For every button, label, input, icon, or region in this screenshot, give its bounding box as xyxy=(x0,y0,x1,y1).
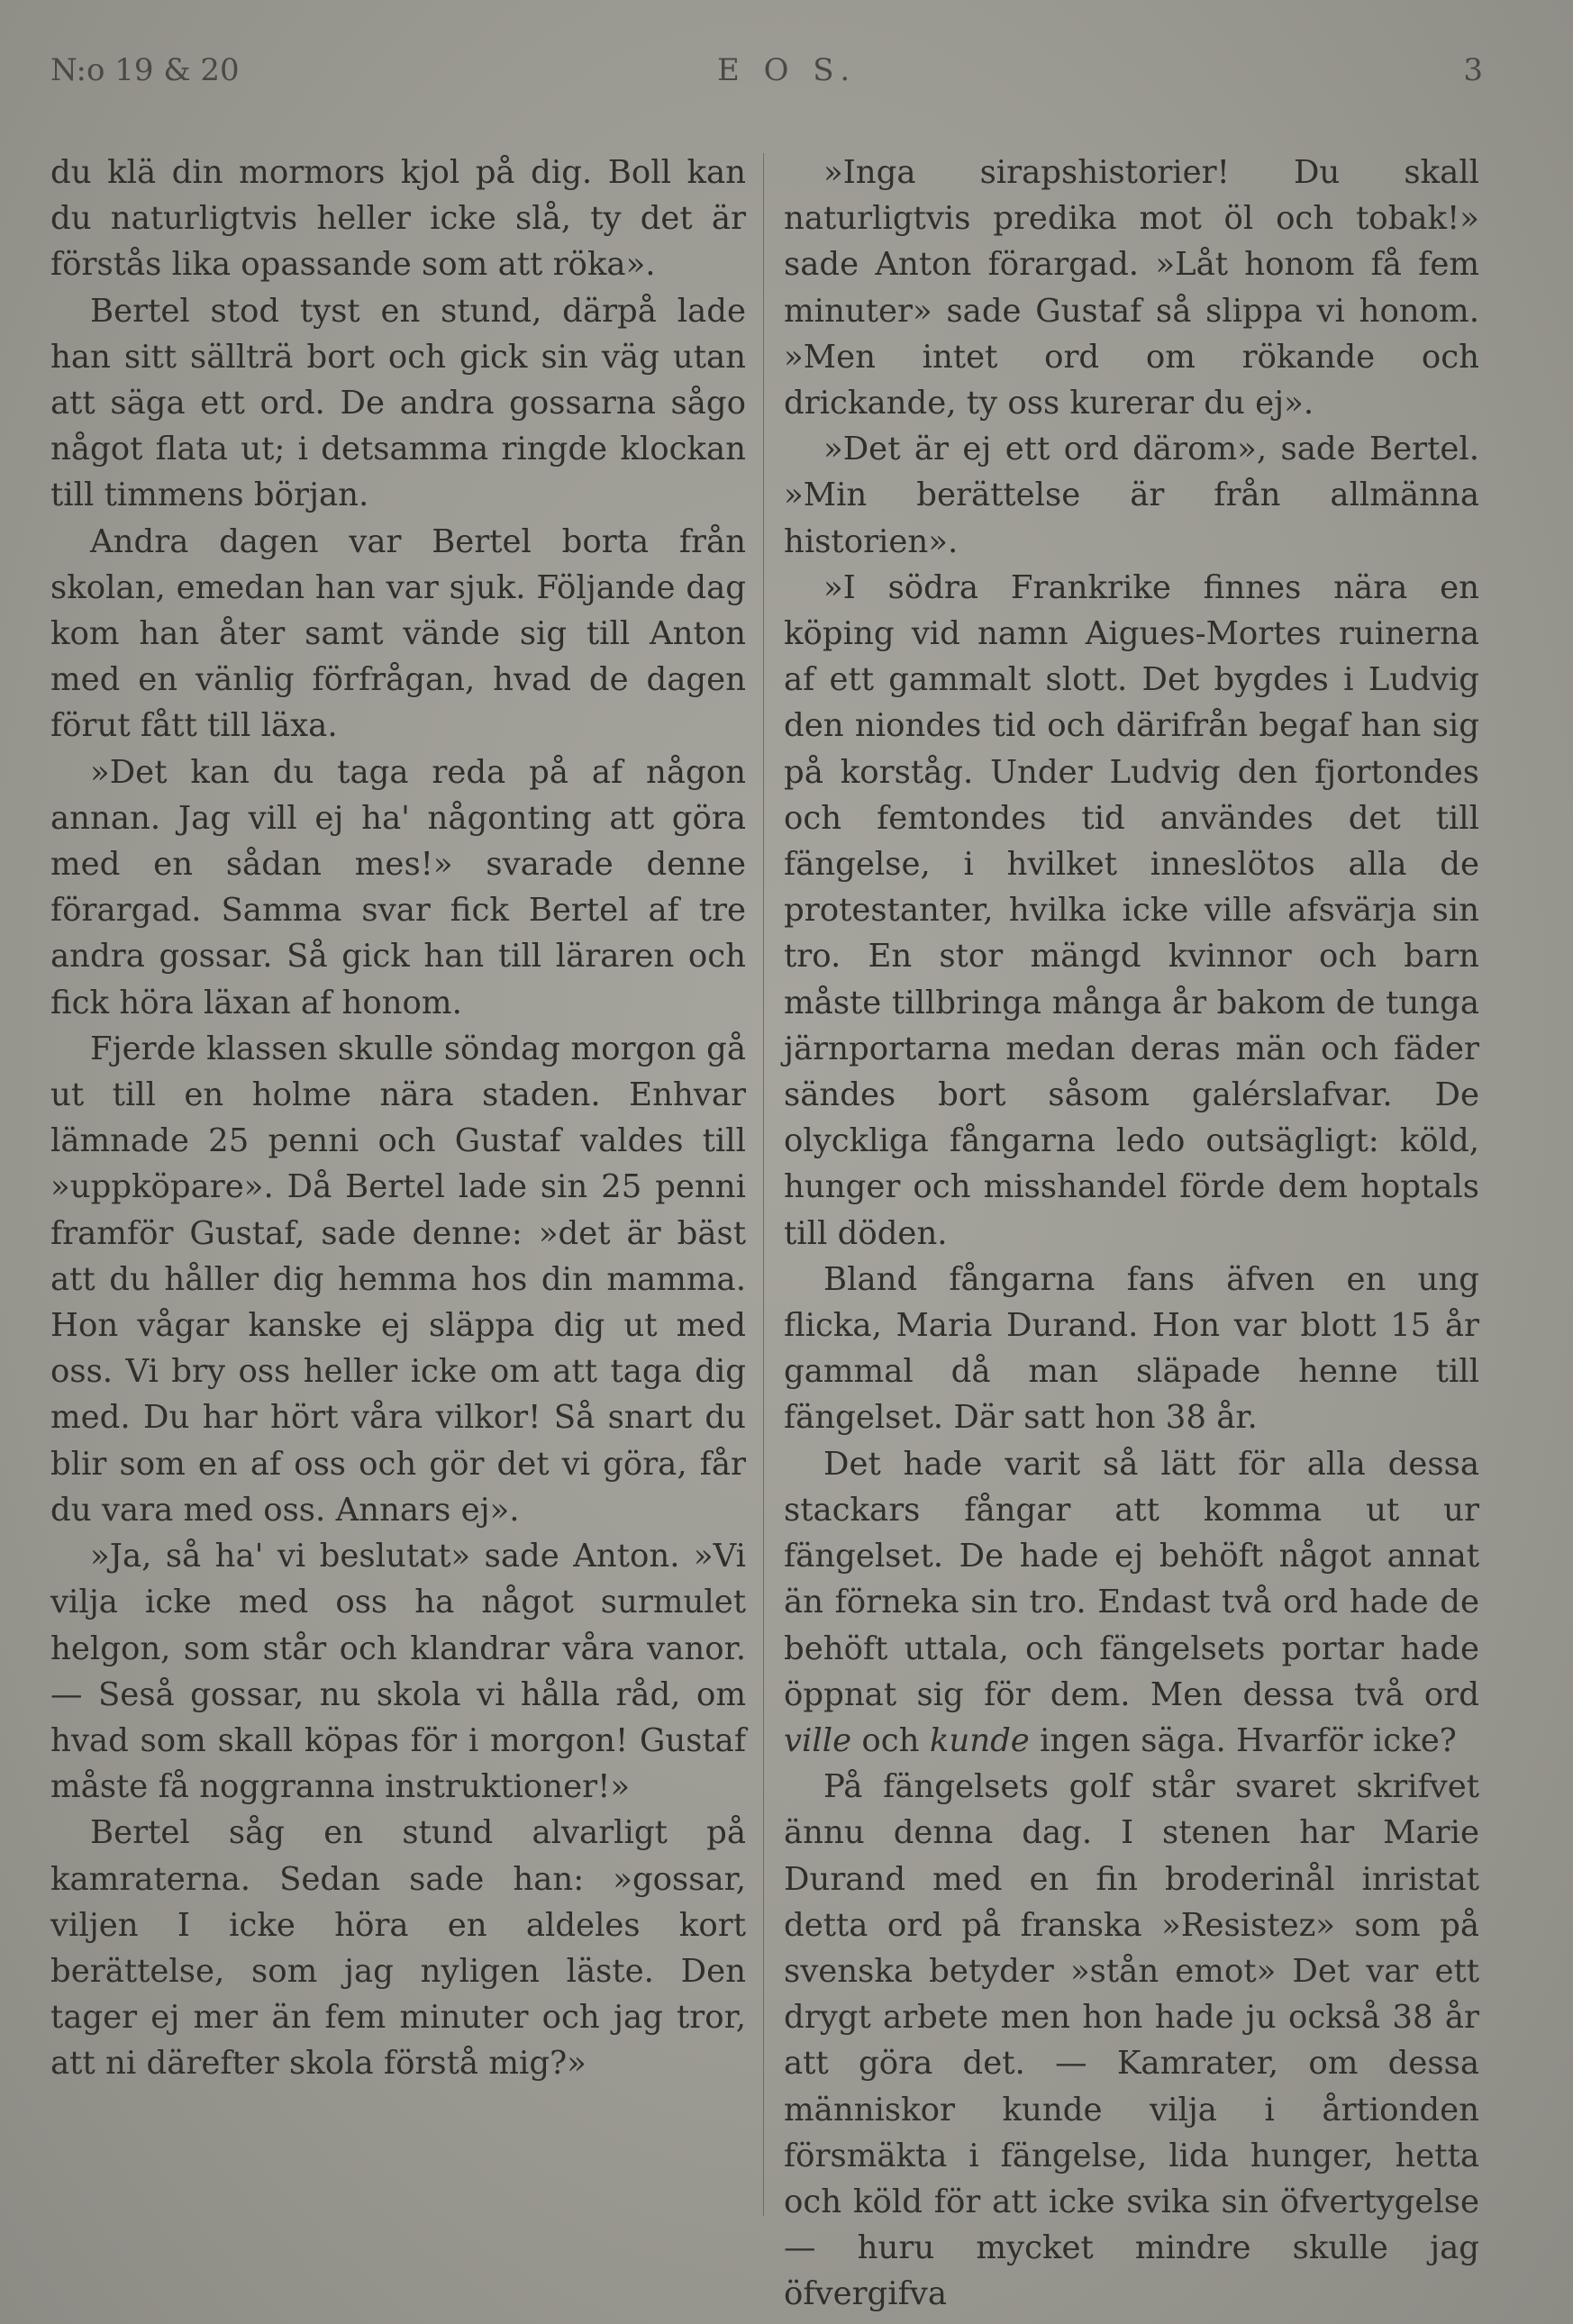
paragraph: »I södra Frankrike finnes nära en köping vid namn Aigues-Mortes ruinerna af ett gammalt slott. Det bygdes i Ludvig den niondes tid och därifrån begaf han sig på korståg. Under Ludvig den fjortondes och femtondes tid användes det till fängelse, i hvilket inneslötos alla de protestanter, hvilka icke ville afsvärja sin tro. En stor mängd kvinnor och barn måste tillbringa många år bakom de tunga järnportarna medan deras män och fäder sändes bort såsom galérslafvar. De olyckliga fångarna ledo outsägligt: köld, hunger och misshandel förde dem hoptals till döden. xyxy=(784,568,1479,1252)
paragraph xyxy=(784,1441,1479,1764)
paragraph: På fängelsets golf står svaret skrifvet ännu denna dag. I stenen har Marie Durand med en fin broderinål inristat detta ord på franska »Resistez» som på svenska betyder »stån emot» Det var ett drygt arbete men hon hade ju också 38 år att göra det. — Kamrater, om dessa människor kunde vilja i årtionden försmäkta i fängelse, lida hunger, hetta och köld för att icke svika sin öfvertygelse — huru mycket mindre skulle jag öfvergifva xyxy=(784,1768,1479,2313)
paragraph: Bertel stod tyst en stund, därpå lade han sitt sällträ bort och gick sin väg utan att säga ett ord. De andra gossarna sågo något flata ut; i detsamma ringde klockan till timmens början. xyxy=(50,292,746,514)
paragraph-text: ingen säga. Hvarför icke? xyxy=(1029,1721,1457,1759)
paragraph: Bertel såg en stund alvarligt på kamraterna. Sedan sade han: »gossar, viljen I icke höra en aldeles kort berättelse, som jag nyligen läste. Den tager ej mer än fem minuter och jag tror, att ni därefter skola förstå mig?» xyxy=(50,1814,746,2083)
paragraph: »Inga sirapshistorier! Du skall naturligtvis predika mot öl och tobak!» sade Anton förargad. »Låt honom få fem minuter» sade Gustaf så slippa vi honom. »Men intet ord om rökande och drickande, ty oss kurerar du ej». xyxy=(784,154,1479,422)
page-number: 3 xyxy=(1463,52,1483,88)
right-column xyxy=(784,150,1479,2318)
paragraph: Fjerde klassen skulle söndag morgon gå ut till en holme nära staden. Enhvar lämnade 25 penni och Gustaf valdes till »uppköpare». Då Bertel lade sin 25 penni framför Gustaf, sade denne: »det är bäst att du håller dig hemma hos din mamma. Hon vågar kanske ej släppa dig ut med oss. Vi bry oss heller icke om att taga dig med. Du har hört våra vilkor! Så snart du blir som en af oss och gör det vi göra, får du vara med oss. Annars ej». xyxy=(50,1030,746,1529)
paragraph-text: och xyxy=(851,1721,930,1759)
publication-title: E O S. xyxy=(717,52,858,88)
paragraph: du klä din mormors kjol på dig. Boll kan du naturligtvis heller icke slå, ty det är förstås lika opassande som att röka». xyxy=(50,154,746,284)
paragraph: »Ja, så ha' vi beslutat» sade Anton. »Vi vilja icke med oss ha något surmulet helgon, som står och klandrar våra vanor. — Seså gossar, nu skola vi hålla råd, om hvad som skall köpas för i morgon! Gustaf måste få noggranna instruktioner!» xyxy=(50,1538,746,1806)
italic-word: ville xyxy=(784,1721,852,1759)
paragraph: Andra dagen var Bertel borta från skolan, emedan han var sjuk. Följande dag kom han åter samt vände sig till Anton med en vänlig förfrågan, hvad de dagen förut fått till läxa. xyxy=(50,522,746,745)
paragraph-text: Det hade varit så lätt för alla dessa stackars fångar att komma ut ur fängelset. De hade ej behöft något annat än förneka sin tro. Endast två ord hade de behöft uttala, och fängelsets portar hade öppnat sig för dem. Men dessa två ord xyxy=(784,1445,1479,1713)
paragraph: »Det är ej ett ord därom», sade Bertel. »Min berättelse är från allmänna historien». xyxy=(784,431,1479,560)
issue-number: N:o 19 & 20 xyxy=(50,52,240,88)
paragraph: Bland fångarna fans äfven en ung flicka, Maria Durand. Hon var blott 15 år gammal då man släpade henne till fängelset. Där satt hon 38 år. xyxy=(784,1260,1479,1437)
column-divider xyxy=(763,153,764,2216)
left-column xyxy=(50,150,746,2087)
italic-word: kunde xyxy=(929,1721,1030,1759)
page-header xyxy=(50,52,1483,95)
paragraph: »Det kan du taga reda på af någon annan. Jag vill ej ha' någonting att göra med en sådan mes!» svarade denne förargad. Samma svar fick Bertel af tre andra gossar. Så gick han till läraren och fick höra läxan af honom. xyxy=(50,753,746,1021)
